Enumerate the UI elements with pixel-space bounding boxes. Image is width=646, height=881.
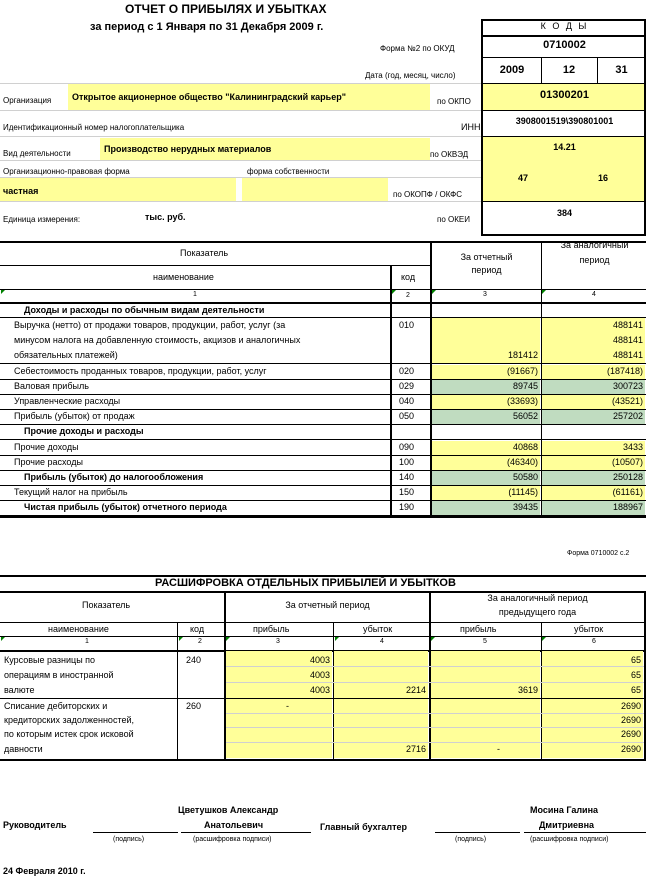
t2-col-previous-1: За аналогичный период bbox=[487, 593, 588, 603]
t1-row-previous: 300723 bbox=[612, 381, 643, 391]
report-period: за период с 1 Января по 31 Декабря 2009 г. bbox=[90, 21, 324, 33]
okved-label: по ОКВЭД bbox=[430, 150, 469, 159]
t2-wo-prev-loss-2: 2690 bbox=[620, 715, 641, 725]
t2-col-code: код bbox=[190, 624, 205, 634]
t1-row-previous: 188967 bbox=[612, 502, 643, 512]
t1-col-name: наименование bbox=[153, 272, 214, 282]
t2-wo-prev-loss-1: 2690 bbox=[620, 701, 641, 711]
t1-row-code: 020 bbox=[399, 366, 415, 376]
t2-col-profit-2: прибыль bbox=[460, 624, 497, 634]
head-sign-caption: (подпись) bbox=[113, 836, 145, 843]
activity-value: Производство нерудных материалов bbox=[104, 144, 272, 154]
acc-name-2: Дмитриевна bbox=[539, 820, 595, 830]
date-day: 31 bbox=[615, 64, 628, 76]
t2-col-current: За отчетный период bbox=[285, 600, 370, 610]
t1-row-previous: (43521) bbox=[611, 396, 643, 406]
t2-num-4: 4 bbox=[380, 638, 384, 645]
head-decode-caption: (расшифровка подписи) bbox=[193, 836, 272, 843]
report-date: 24 Февраля 2010 г. bbox=[3, 866, 86, 876]
t1-col-previous-1: За аналогичный bbox=[560, 240, 629, 250]
head-name-1: Цветушков Александр bbox=[178, 805, 279, 815]
t1-row-name: Валовая прибыль bbox=[14, 381, 89, 391]
t2-title: РАСШИФРОВКА ОТДЕЛЬНЫХ ПРИБЫЛЕЙ И УБЫТКОВ bbox=[155, 577, 456, 589]
t1-row-code: 190 bbox=[399, 502, 415, 512]
report-title: ОТЧЕТ О ПРИБЫЛЯХ И УБЫТКАХ bbox=[125, 2, 327, 16]
legal-form-label: Организационно-правовая форма bbox=[3, 167, 130, 176]
head-label: Руководитель bbox=[3, 820, 67, 830]
t1-num-4: 4 bbox=[592, 291, 596, 298]
okopf-label: по ОКОПФ / ОКФС bbox=[393, 190, 462, 199]
form-code: 0710002 bbox=[543, 39, 586, 51]
t1-row-name: Управленческие расходы bbox=[14, 396, 121, 406]
okpo-label: по ОКПО bbox=[437, 97, 471, 106]
acc-decode-caption: (расшифровка подписи) bbox=[530, 836, 609, 843]
t1-row-current: 89745 bbox=[512, 381, 538, 391]
t2-wo-loss: 2716 bbox=[405, 744, 426, 754]
acc-name-1: Мосина Галина bbox=[530, 805, 599, 815]
ownership-label: форма собственности bbox=[247, 167, 330, 176]
t1-row-previous: (61161) bbox=[612, 487, 643, 497]
t1-row-current: 39435 bbox=[512, 502, 538, 512]
t1-row-name: Чистая прибыль (убыток) отчетного периода bbox=[24, 502, 227, 512]
t2-fx-line2: операциям в иностранной bbox=[4, 670, 114, 680]
t1-revenue-code: 010 bbox=[399, 320, 415, 330]
t1-col-indicator: Показатель bbox=[180, 248, 229, 258]
form-label: Форма №2 по ОКУД bbox=[380, 44, 455, 53]
t2-num-1: 1 bbox=[85, 638, 89, 645]
t1-revenue-current: 181412 bbox=[507, 350, 538, 360]
ownership-value: частная bbox=[3, 186, 39, 196]
t2-fx-profit-1: 4003 bbox=[309, 655, 330, 665]
t1-row-previous: (187418) bbox=[606, 366, 643, 376]
t2-num-5: 5 bbox=[483, 638, 487, 645]
t2-fx-code: 240 bbox=[186, 655, 202, 665]
okei-code: 384 bbox=[556, 208, 573, 218]
org-value: Открытое акционерное общество "Калининградский карьер" bbox=[72, 92, 346, 102]
okopf-code: 47 bbox=[517, 173, 528, 183]
inn-short: ИНН bbox=[461, 122, 481, 132]
t1-row-current: 56052 bbox=[512, 411, 538, 421]
t1-row-code: 150 bbox=[399, 487, 415, 497]
t1-row-previous: 257202 bbox=[612, 411, 643, 421]
t1-row-code: 050 bbox=[399, 411, 415, 421]
t1-num-1: 1 bbox=[193, 291, 197, 298]
t1-num-2: 2 bbox=[406, 292, 410, 299]
t2-wo-prev-loss-4: 2690 bbox=[620, 744, 641, 754]
t1-row-previous: (10507) bbox=[611, 457, 643, 467]
t2-wo-prev-profit: - bbox=[497, 744, 500, 754]
t1-row-previous: 3433 bbox=[622, 442, 643, 452]
t2-fx-profit-3: 4003 bbox=[309, 685, 330, 695]
t2-wo-line3: по которым истек срок исковой bbox=[4, 729, 134, 739]
t1-col-previous-2: период bbox=[579, 255, 610, 265]
t2-wo-profit: - bbox=[286, 701, 289, 711]
t2-fx-prev-loss-3: 65 bbox=[630, 685, 641, 695]
t1-row-name: Текущий налог на прибыль bbox=[14, 487, 128, 497]
form-note: Форма 0710002 с.2 bbox=[567, 550, 630, 557]
t2-fx-line1: Курсовые разницы по bbox=[4, 655, 96, 665]
date-label: Дата (год, месяц, число) bbox=[365, 71, 456, 80]
t2-wo-line4: давности bbox=[4, 744, 43, 754]
t2-num-3: 3 bbox=[276, 638, 280, 645]
activity-label: Вид деятельности bbox=[3, 149, 71, 158]
okpo-code: 01300201 bbox=[540, 89, 589, 101]
t1-revenue-prev-2: 488141 bbox=[612, 335, 643, 345]
t1-row-current: 50580 bbox=[512, 472, 538, 482]
t1-row-previous: 250128 bbox=[612, 472, 643, 482]
t1-row-current: (46340) bbox=[506, 457, 538, 467]
t2-fx-prev-loss-1: 65 bbox=[630, 655, 641, 665]
t1-col-current-1: За отчетный bbox=[460, 252, 513, 262]
inn-label: Идентификационный номер налогоплательщика bbox=[3, 123, 185, 132]
t1-section-ordinary: Доходы и расходы по обычным видам деятельности bbox=[24, 305, 265, 315]
t2-fx-loss: 2214 bbox=[405, 685, 426, 695]
t1-row-code: 100 bbox=[399, 457, 415, 467]
t1-row-code: 029 bbox=[399, 381, 415, 391]
t1-revenue-line1: Выручка (нетто) от продажи товаров, продукции, работ, услуг (за bbox=[14, 320, 286, 330]
head-name-2: Анатольевич bbox=[204, 820, 264, 830]
t2-fx-prev-profit: 3619 bbox=[517, 685, 538, 695]
t1-row-name: Прибыль (убыток) до налогообложения bbox=[24, 472, 204, 482]
t1-row-code: 040 bbox=[399, 396, 415, 406]
t1-section-other: Прочие доходы и расходы bbox=[24, 426, 144, 436]
t2-wo-prev-loss-3: 2690 bbox=[620, 729, 641, 739]
t2-col-indicator: Показатель bbox=[82, 600, 131, 610]
t2-col-loss-2: убыток bbox=[574, 624, 604, 634]
t2-col-previous-2: предыдущего года bbox=[498, 607, 577, 617]
acc-sign-caption: (подпись) bbox=[455, 836, 487, 843]
t1-col-current-2: период bbox=[471, 265, 502, 275]
t1-revenue-prev-3: 488141 bbox=[612, 350, 643, 360]
okfs-code: 16 bbox=[597, 173, 608, 183]
t1-revenue-prev-1: 488141 bbox=[612, 320, 643, 330]
unit-value: тыс. руб. bbox=[145, 212, 186, 222]
inn-code: 3908001519\390801001 bbox=[515, 116, 614, 126]
t1-row-current: (11145) bbox=[508, 487, 538, 497]
okved-code: 14.21 bbox=[553, 142, 576, 152]
t2-fx-prev-loss-2: 65 bbox=[630, 670, 641, 680]
org-label: Организация bbox=[3, 96, 52, 105]
okei-label: по ОКЕИ bbox=[437, 215, 470, 224]
t2-fx-line3: валюте bbox=[4, 685, 35, 695]
t1-row-code: 140 bbox=[399, 472, 415, 482]
t1-row-name: Себестоимость проданных товаров, продукции, работ, услуг bbox=[14, 366, 267, 376]
t1-row-name: Прочие расходы bbox=[14, 457, 83, 467]
t2-wo-line1: Списание дебиторских и bbox=[4, 701, 108, 711]
t1-col-code: код bbox=[401, 272, 416, 282]
t1-row-current: 40868 bbox=[512, 442, 538, 452]
t1-num-3: 3 bbox=[483, 291, 487, 298]
t1-row-current: (33693) bbox=[506, 396, 538, 406]
codes-title: К О Д Ы bbox=[540, 21, 589, 31]
t2-wo-line2: кредиторских задолженностей, bbox=[4, 715, 134, 725]
t2-col-name: наименование bbox=[48, 624, 109, 634]
t1-revenue-line3: обязательных платежей) bbox=[14, 350, 118, 360]
date-month: 12 bbox=[562, 64, 576, 76]
t2-col-profit-1: прибыль bbox=[253, 624, 290, 634]
chief-acc-label: Главный бухгалтер bbox=[320, 822, 408, 832]
date-year: 2009 bbox=[499, 64, 525, 76]
t1-revenue-line2: минусом налога на добавленную стоимость, акцизов и аналогичных bbox=[14, 335, 301, 345]
t2-num-2: 2 bbox=[198, 638, 202, 645]
t2-num-6: 6 bbox=[592, 638, 596, 645]
t1-row-current: (91667) bbox=[506, 366, 538, 376]
unit-label: Единица измерения: bbox=[3, 215, 81, 224]
t1-row-name: Прочие доходы bbox=[14, 442, 79, 452]
t2-wo-code: 260 bbox=[186, 701, 202, 711]
t2-col-loss-1: убыток bbox=[363, 624, 393, 634]
t1-row-code: 090 bbox=[399, 442, 415, 452]
t2-fx-profit-2: 4003 bbox=[309, 670, 330, 680]
t1-row-name: Прибыль (убыток) от продаж bbox=[14, 411, 135, 421]
